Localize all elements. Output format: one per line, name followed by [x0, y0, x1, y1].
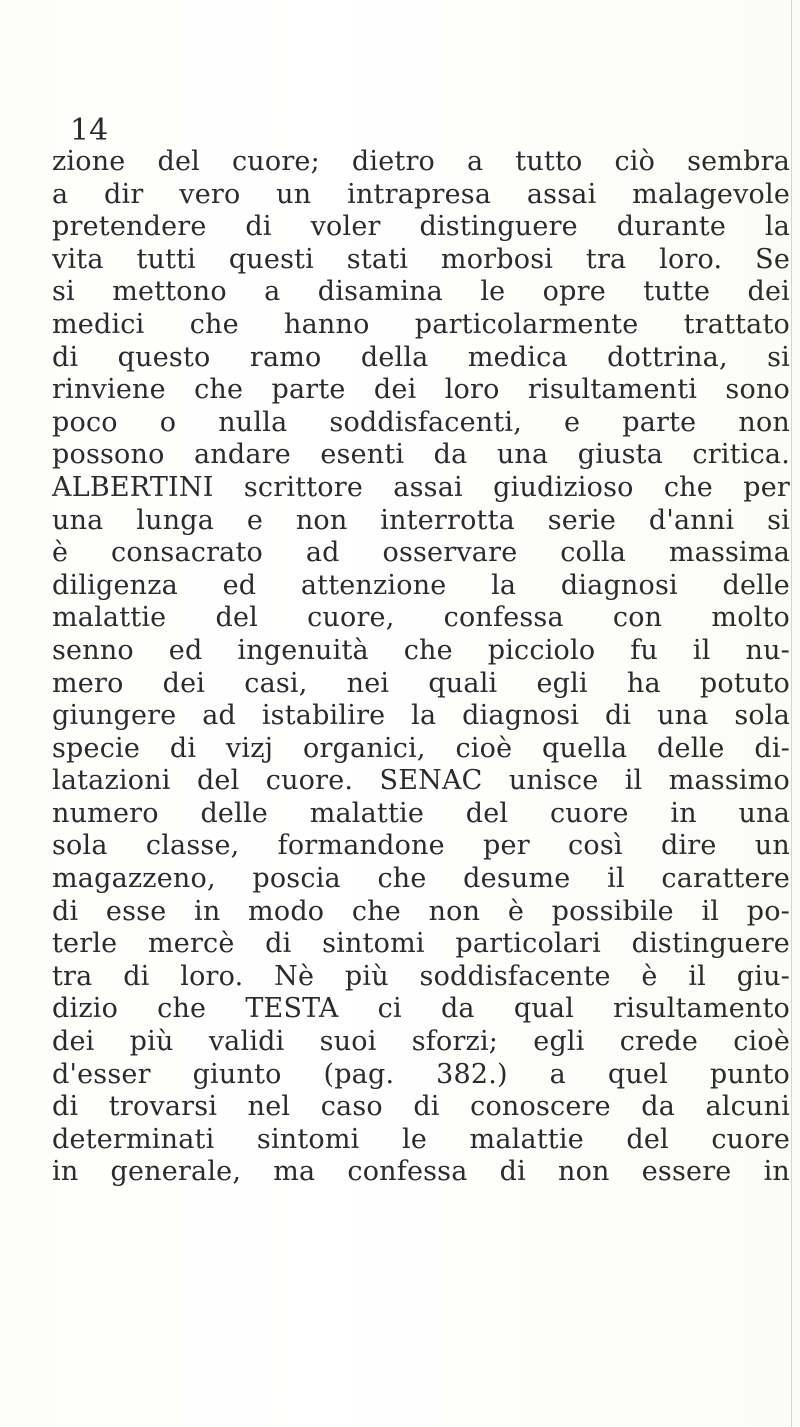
text-line: tra di loro. Nè più soddisfacente è il giu-: [52, 960, 790, 992]
text-line: malattie del cuore, confessa con molto: [52, 602, 790, 634]
text-line: vita tutti questi stati morbosi tra loro. Se: [52, 243, 790, 275]
text-line: in generale, ma confessa di non essere in: [52, 1156, 790, 1188]
page-edge: [791, 0, 792, 1427]
text-line: una lunga e non interrotta serie d'anni si: [52, 504, 790, 536]
text-line: numero delle malattie del cuore in una: [52, 797, 790, 829]
text-line: dei più validi suoi sforzi; egli crede cioè: [52, 1026, 790, 1058]
text-line: diligenza ed attenzione la diagnosi delle: [52, 569, 790, 601]
text-line: ALBERTINI scrittore assai giudizioso che per: [52, 471, 790, 503]
text-line: di esse in modo che non è possibile il po-: [52, 895, 790, 927]
text-line: poco o nulla soddisfacenti, e parte non: [52, 406, 790, 438]
text-line: mero dei casi, nei quali egli ha potuto: [52, 667, 790, 699]
page-number: 14: [70, 113, 109, 148]
text-line: di questo ramo della medica dottrina, si: [52, 341, 790, 373]
text-line: dizio che TESTA ci da qual risultamento: [52, 993, 790, 1025]
text-line: possono andare esenti da una giusta critica.: [52, 439, 790, 471]
body-text: [52, 146, 790, 1189]
text-line: latazioni del cuore. SENAC unisce il massimo: [52, 765, 790, 797]
text-line: pretendere di voler distinguere durante la: [52, 211, 790, 243]
text-line: di trovarsi nel caso di conoscere da alcuni: [52, 1091, 790, 1123]
text-line: senno ed ingenuità che picciolo fu il nu-: [52, 634, 790, 666]
text-line: sola classe, formandone per così dire un: [52, 830, 790, 862]
text-line: d'esser giunto (pag. 382.) a quel punto: [52, 1058, 790, 1090]
text-line: si mettono a disamina le opre tutte dei: [52, 276, 790, 308]
text-line: magazzeno, poscia che desume il carattere: [52, 863, 790, 895]
text-line: specie di vizj organici, cioè quella delle di-: [52, 732, 790, 764]
text-line: è consacrato ad osservare colla massima: [52, 537, 790, 569]
text-line: giungere ad istabilire la diagnosi di una sola: [52, 700, 790, 732]
text-line: rinviene che parte dei loro risultamenti sono: [52, 374, 790, 406]
text-line: determinati sintomi le malattie del cuore: [52, 1123, 790, 1155]
text-line: a dir vero un intrapresa assai malagevole: [52, 178, 790, 210]
text-line: terle mercè di sintomi particolari distinguere: [52, 928, 790, 960]
text-line: medici che hanno particolarmente trattato: [52, 308, 790, 340]
text-line: zione del cuore; dietro a tutto ciò sembra: [52, 146, 790, 177]
